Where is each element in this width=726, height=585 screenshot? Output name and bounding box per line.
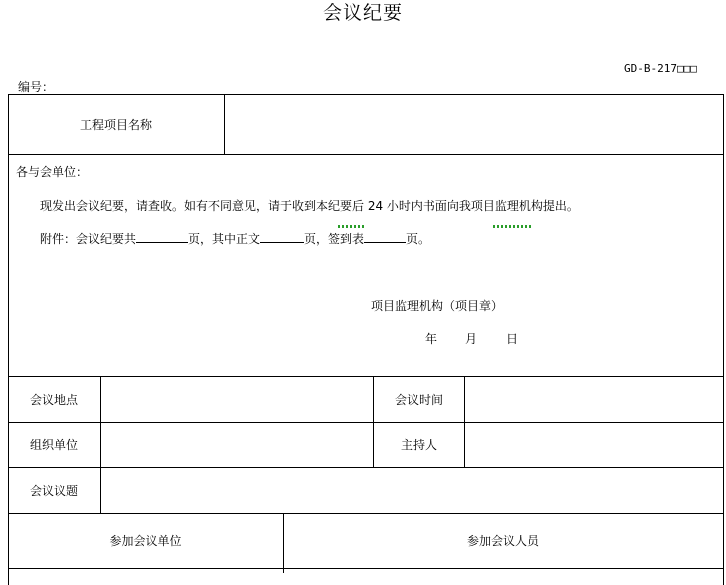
form-code: GD-B-217□□□	[624, 62, 697, 75]
serial-number-label: 编号：	[18, 80, 55, 94]
spellcheck-underline	[493, 225, 533, 228]
attachment-pages-unit-3: 页。	[406, 232, 431, 246]
attending-people-header: 参加会议人员	[466, 534, 539, 548]
spellcheck-underline	[338, 225, 364, 228]
row-divider	[8, 154, 723, 155]
meeting-location-label: 会议地点	[29, 392, 78, 407]
organizer-field[interactable]	[101, 422, 373, 467]
date-day-label: 日	[506, 332, 519, 346]
project-name-label: 工程项目名称	[79, 117, 152, 132]
attachment-prefix: 附件：会议纪要共	[40, 232, 137, 246]
body-pages-blank[interactable]	[260, 231, 304, 243]
meeting-topic-field[interactable]	[101, 467, 722, 513]
attachment-pages-unit-1: 页，其中正文	[188, 232, 261, 246]
addressee-text: 各与会单位：	[16, 165, 89, 179]
host-label: 主持人	[400, 438, 437, 452]
signature-text: 项目监理机构（项目章）	[371, 299, 504, 313]
attachment-pages-unit-2: 页，签到表	[304, 232, 365, 246]
meeting-location-field[interactable]	[101, 376, 373, 422]
total-pages-blank[interactable]	[136, 231, 188, 243]
notice-body-text: 现发出会议纪要，请查收。如有不同意见，请于收到本纪要后 24 小时内书面向我项目监理机构提出。	[40, 199, 579, 213]
meeting-time-label: 会议时间	[394, 392, 443, 407]
project-name-field[interactable]	[225, 94, 722, 154]
row-divider	[8, 568, 723, 569]
organizer-label: 组织单位	[29, 438, 78, 452]
host-field[interactable]	[465, 422, 722, 467]
date-month-label: 月	[465, 332, 478, 346]
date-year-label: 年	[425, 332, 438, 346]
attending-units-header: 参加会议单位	[109, 534, 182, 548]
signin-pages-blank[interactable]	[364, 231, 406, 243]
meeting-time-field[interactable]	[465, 376, 722, 422]
meeting-topic-label: 会议议题	[29, 483, 78, 498]
document-title: 会议纪要	[322, 2, 403, 24]
attachment-line	[40, 230, 430, 247]
